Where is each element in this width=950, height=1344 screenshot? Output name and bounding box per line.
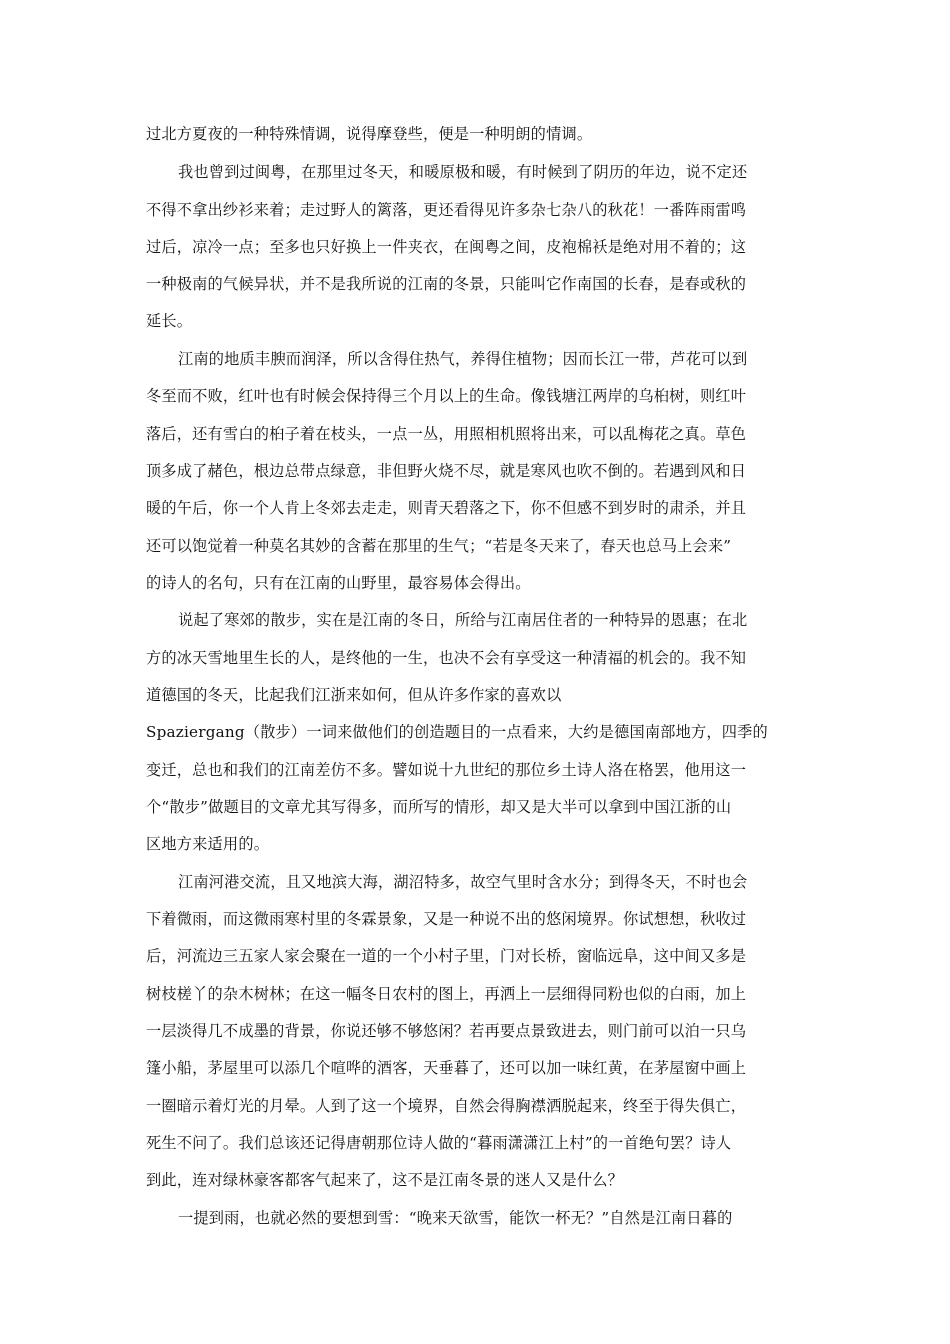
paragraph-start-line: 我也曾到过闽粤，在那里过冬天，和暖原极和暖，有时候到了阴历的年边，说不定还 [178, 163, 748, 181]
paragraph-start-line: 江南的地质丰腴而润泽，所以含得住热气，养得住植物；因而长江一带，芦花可以到 [178, 350, 748, 368]
text-line: 不得不拿出纱衫来着；走过野人的篱落，更还看得见许多杂七杂八的秋花！一番阵雨雷鸣 [146, 201, 747, 219]
text-line: 方的冰天雪地里生长的人，是终他的一生，也决不会有享受这一种清福的机会的。我不知 [146, 649, 747, 667]
text-line: 一圈暗示着灯光的月晕。人到了这一个境界，自然会得胸襟洒脱起来，终至于得失俱亡， [146, 1097, 747, 1115]
text-line: 延长。 [146, 312, 193, 330]
text-line: 一种极南的气候异状，并不是我所说的江南的冬景，只能叫它作南国的长春，是春或秋的 [146, 275, 747, 293]
text-line: 树枝槎丫的杂木树林；在这一幅冬日农村的图上，再洒上一层细得同粉也似的白雨，加上 [146, 985, 747, 1003]
text-line: 一层淡得几不成墨的背景，你说还够不够悠闲？若再要点景致进去，则门前可以泊一只乌 [146, 1022, 747, 1040]
paragraph-start-line: 说起了寒郊的散步，实在是江南的冬日，所给与江南居住者的一种特异的恩惠；在北 [178, 611, 748, 629]
text-line: 道德国的冬天，比起我们江浙来如何，但从许多作家的喜欢以 [146, 686, 562, 704]
text-line: 死生不问了。我们总该还记得唐朝那位诗人做的“暮雨潇潇江上村”的一首绝句罢？诗人 [146, 1134, 732, 1152]
text-line: 个“散步”做题目的文章尤其写得多，而所写的情形，却又是大半可以拿到中国江浙的山 [146, 798, 732, 816]
text-line: Spaziergang（散步）一词来做他们的创造题目的一点看来，大约是德国南部地方，四季的 [146, 723, 768, 741]
text-line: 落后，还有雪白的桕子着在枝头，一点一丛，用照相机照将出来，可以乱梅花之真。草色 [146, 425, 747, 443]
text-line: 变迁，总也和我们的江南差仿不多。譬如说十九世纪的那位乡土诗人洛在格罢，他用这一 [146, 761, 747, 779]
text-line: 过后，凉冷一点；至多也只好换上一件夹衣，在闽粤之间，皮袍棉袄是绝对用不着的；这 [146, 238, 747, 256]
paragraph-start-line: 江南河港交流，且又地滨大海，湖沼特多，故空气里时含水分；到得冬天，不时也会 [178, 873, 748, 891]
text-line: 到此，连对绿林豪客都客气起来了，这不是江南冬景的迷人又是什么？ [146, 1171, 624, 1189]
text-line: 的诗人的名句，只有在江南的山野里，最容易体会得出。 [146, 574, 531, 592]
text-line: 过北方夏夜的一种特殊情调，说得摩登些，便是一种明朗的情调。 [146, 125, 593, 143]
paragraph-start-line: 一提到雨，也就必然的要想到雪：“晚来天欲雪，能饮一杯无？”自然是江南日暮的 [178, 1209, 733, 1227]
text-line: 还可以饱觉着一种莫名其妙的含蓄在那里的生气；“若是冬天来了，春天也总马上会来” [146, 537, 732, 555]
text-line: 后，河流边三五家人家会聚在一道的一个小村子里，门对长桥，窗临远阜，这中间又多是 [146, 947, 747, 965]
text-line: 顶多成了赭色，根边总带点绿意，非但野火烧不尽，就是寒风也吹不倒的。若遇到风和日 [146, 462, 747, 480]
text-line: 区地方来适用的。 [146, 835, 270, 853]
text-line: 冬至而不败，红叶也有时候会保持得三个月以上的生命。像钱塘江两岸的乌桕树，则红叶 [146, 387, 747, 405]
text-line: 暖的午后，你一个人肯上冬郊去走走，则青天碧落之下，你不但感不到岁时的肃杀，并且 [146, 499, 747, 517]
text-line: 篷小船，茅屋里可以添几个喧哗的酒客，天垂暮了，还可以加一味红黄，在茅屋窗中画上 [146, 1059, 747, 1077]
text-line: 下着微雨，而这微雨寒村里的冬霖景象，又是一种说不出的悠闲境界。你试想想，秋收过 [146, 910, 747, 928]
